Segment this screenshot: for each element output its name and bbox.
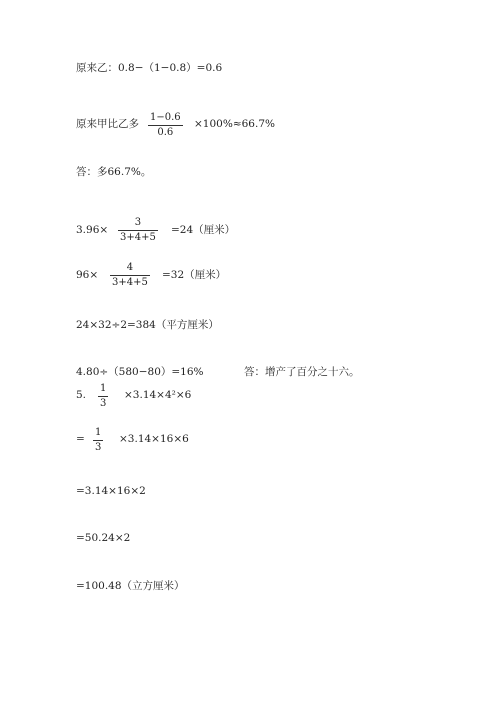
line-area: 24×32÷2=384（平方厘米） [76, 319, 219, 331]
line-q4-answer: 答：增产了百分之十六。 [244, 366, 360, 378]
line-q3-suffix: =24（厘米） [171, 224, 236, 236]
fraction-denominator: 3 [100, 398, 107, 409]
line-a-more-than-b-suffix: ×100%≈66.7% [194, 118, 275, 130]
fraction-numerator: 3 [134, 217, 142, 228]
fraction-q3 [118, 217, 158, 244]
fraction-q5 [98, 383, 108, 410]
fraction-numerator: 4 [126, 262, 134, 273]
line-step3: =3.14×16×2 [76, 485, 146, 497]
fraction-numerator: 1 [95, 427, 102, 438]
line-q5-prefix: 5. [76, 389, 87, 401]
fraction-numerator: 1−0.6 [150, 112, 181, 123]
fraction-numerator: 1 [100, 383, 107, 394]
line-step4: =50.24×2 [76, 532, 131, 544]
fraction-denominator: 0.6 [157, 127, 174, 138]
fraction-denominator: 3 [95, 442, 102, 453]
line-96-suffix: =32（厘米） [162, 269, 227, 281]
fraction-denominator: 3+4+5 [120, 232, 156, 243]
line-a-more-than-b-prefix: 原来甲比乙多 [76, 118, 139, 130]
line-step2-prefix: = [76, 433, 85, 445]
line-original-b: 原来乙：0.8−（1−0.8）=0.6 [76, 62, 223, 74]
line-result: =100.48（立方厘米） [76, 580, 185, 592]
fraction-step2 [93, 427, 103, 454]
fraction-a-more-than-b [148, 112, 183, 139]
line-q5-suffix: ×3.14×4²×6 [124, 389, 192, 401]
line-step2-suffix: ×3.14×16×6 [119, 433, 189, 445]
line-q3-prefix: 3.96× [76, 224, 109, 236]
line-answer-percent: 答：多66.7%。 [76, 166, 152, 178]
fraction-denominator: 3+4+5 [112, 277, 148, 288]
line-q4-calc: 4.80÷（580−80）=16% [76, 366, 204, 378]
line-96-prefix: 96× [76, 269, 99, 281]
fraction-96 [110, 262, 150, 289]
